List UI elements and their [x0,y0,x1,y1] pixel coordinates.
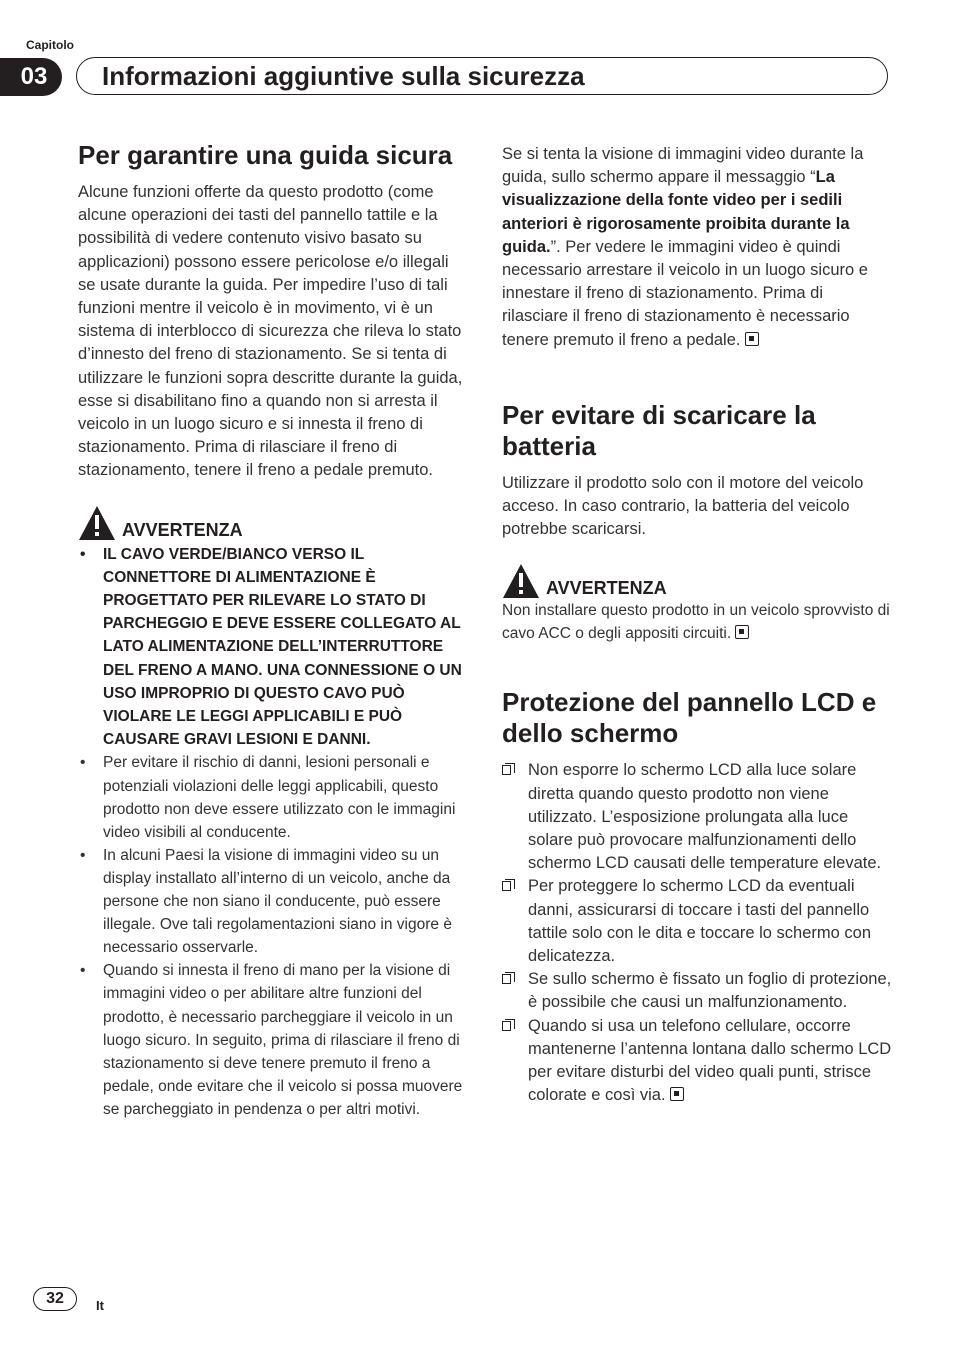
warning-label: AVVERTENZA [122,519,243,540]
warning-triangle-icon [78,505,116,541]
section-heading-battery: Per evitare di scaricare la batteria [502,399,816,461]
end-mark-icon [670,1087,684,1101]
page-number: 32 [33,1287,77,1311]
warning-heading [78,505,468,541]
list-item-text: Non esporre lo schermo LCD alla luce solare diretta quando questo prodotto non viene utilizzato. L’esposizione prolungata alla luce solare può provocare malfunzionamenti dello schermo LCD causati delle temperature elevate. [528,761,882,873]
list-item-text: Se sullo schermo è fissato un foglio di protezione, è possibile che causi un malfunzionamento. [528,970,892,1012]
end-mark-icon [735,625,749,639]
video-warning-paragraph [502,143,892,352]
lcd-list [502,759,892,1107]
battery-warning-heading [502,563,892,599]
video-message-bold: La visualizzazione della fonte video per i sedili anteriori è rigorosamente proibita durante la guida. [502,168,850,256]
chapter-number: 03 [0,58,62,96]
battery-warning-paragraph [502,599,892,645]
chapter-title: Informazioni aggiuntive sulla sicurezza [102,61,585,91]
left-column [78,140,468,1121]
checkbox-bullet-icon [502,765,511,775]
list-item [502,759,892,875]
list-item-text: Per proteggere lo schermo LCD da eventuali danni, assicurarsi di toccare i tasti del pannello tattile solo con le dita e toccare lo schermo con delicatezza. [528,877,872,966]
warning-triangle-icon [502,563,540,599]
battery-warning-text: Non installare questo prodotto in un veicolo sprovvisto di cavo ACC o degli appositi circuiti. [502,602,890,643]
list-item: • In alcuni Paesi la visione di immagini video su un display installato all’interno di un veicolo, anche da persone che non siano il conducente, può essere illegale. Ove tali regolamentazioni siano in vigore è necessario osservarle. [78,844,468,959]
list-item-text: Quando si usa un telefono cellulare, occorre mantenerne l’antenna lontana dallo schermo LCD per evitare disturbi del video quali punti, strisce colorate e così via. [528,1016,892,1105]
right-column [502,143,892,1107]
section-heading-lcd: Protezione del pannello LCD e dello schermo [502,687,877,749]
chapter-label: Capitolo [26,38,74,52]
list-item: • IL CAVO VERDE/BIANCO VERSO IL CONNETTORE DI ALIMENTAZIONE È PROGETTATO PER RILEVARE LO STATO DI PARCHEGGIO E DEVE ESSERE COLLEGATO AL LATO ALIMENTAZIONE DELL’INTERRUTTORE DEL FRENO A MANO. UNA CONNESSIONE O UN USO IMPROPRIO DI QUESTO CAVO PUÒ VIOLARE LE LEGGI APPLICABILI E PUÒ CAUSARE GRAVI LESIONI E DANNI. [78,543,468,752]
checkbox-bullet-icon [502,881,511,891]
list-item [502,1015,892,1108]
video-paragraph-end: ”. Per vedere le immagini video è quindi necessario arrestare il veicolo in un luogo sicuro e innestare il freno di stazionamento. Prima di rilasciare il freno di stazionamento è necessario tenere premuto il freno a pedale. [502,237,868,349]
battery-text: Utilizzare il prodotto solo con il motore del veicolo acceso. In caso contrario, la batteria del veicolo potrebbe scaricarsi. [502,473,864,539]
checkbox-bullet-icon [502,974,511,984]
warning-label: AVVERTENZA [546,578,667,599]
list-item: • Per evitare il rischio di danni, lesioni personali e potenziali violazioni delle leggi applicabili, questo prodotto non deve essere utilizzato con le immagini video visibili al conducente. [78,751,468,843]
language-code: It [96,1298,104,1313]
warning-list [78,543,468,1121]
list-item [502,875,892,968]
checkbox-bullet-icon [502,1021,511,1031]
video-paragraph-start: Se si tenta la visione di immagini video durante la guida, sullo schermo appare il messaggio “ [502,145,864,187]
list-item [502,968,892,1014]
end-mark-icon [745,332,759,346]
section-heading-safe-driving: Per garantire una guida sicura [78,140,453,170]
safe-driving-intro: Alcune funzioni offerte da questo prodotto (come alcune operazioni dei tasti del pannello tattile e la possibilità di vedere contenuto visivo basato su applicazioni) possono essere pericolose e/o illegali se usate durante la guida. Per impedire l’uso di tali funzioni mentre il veicolo è in movimento, vi è un sistema di interblocco di sicurezza che rileva lo stato d’innesto del freno di stazionamento. Se si tenta di utilizzare le funzioni sopra descritte durante la guida, esse si disabilitano fino a quando non si arresta il veicolo in un luogo sicuro e si innesta il freno di stazionamento. Prima di rilasciare il freno di stazionamento, tenere il freno a pedale premuto. [78,183,463,480]
list-item: • Quando si innesta il freno di mano per la visione di immagini video o per abilitare altre funzioni del prodotto, è necessario parcheggiare il veicolo in un luogo sicuro. In seguito, prima di rilasciare il freno di stazionamento si deve tenere premuto il freno a pedale, onde evitare che il veicolo si possa muovere se parcheggiato in pendenza o per altri motivi. [78,959,468,1121]
